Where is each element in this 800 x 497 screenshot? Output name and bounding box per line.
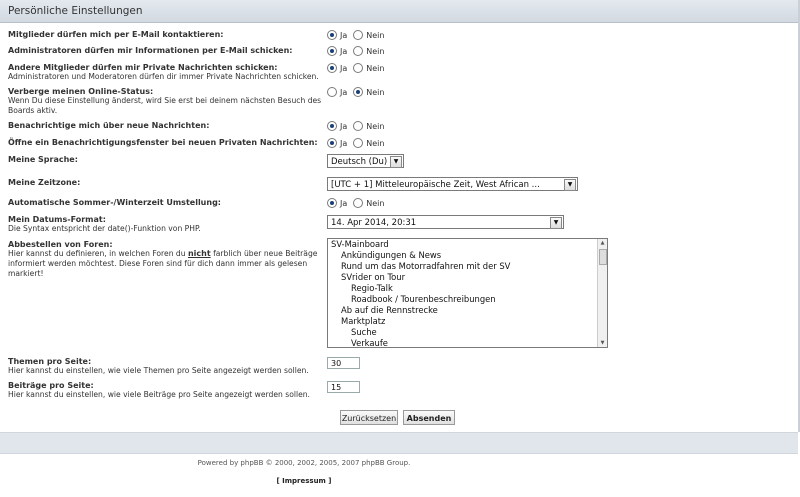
dateformat-select[interactable]	[327, 215, 564, 229]
setting-description: Wenn Du diese Einstellung änderst, wird Sie erst bei deinem nächsten Besuch des Boards aktiv.	[8, 96, 322, 115]
setting-label: Beiträge pro Seite:	[8, 381, 94, 390]
setting-description: Hier kannst du einstellen, wie viele Themen pro Seite angezeigt werden sollen.	[8, 366, 309, 375]
setting-label-block	[8, 198, 323, 207]
posts-per-page-input[interactable]: 15	[327, 381, 360, 393]
option-1-yes-radio[interactable]	[327, 46, 337, 56]
setting-label: Benachrichtige mich über neue Nachrichten:	[8, 121, 210, 130]
setting-label-block	[8, 381, 323, 400]
yes-no-group	[327, 138, 390, 148]
setting-description	[8, 249, 323, 279]
chevron-down-icon: ▼	[564, 179, 576, 191]
option-3-no-radio[interactable]	[353, 87, 363, 97]
setting-description: Die Syntax entspricht der date()-Funktion von PHP.	[8, 224, 201, 233]
yes-no-group	[327, 30, 390, 40]
dst-yes-radio[interactable]	[327, 198, 337, 208]
yes-no-group	[327, 46, 390, 56]
forums-desc-pre: Hier kannst du definieren, in welchen Foren du	[8, 249, 188, 258]
list-item[interactable]: SVrider on Tour	[341, 272, 406, 282]
chevron-down-icon: ▼	[390, 156, 402, 168]
language-value: Deutsch (Du)	[331, 157, 388, 167]
dateformat-value: 14. Apr 2014, 20:31	[331, 218, 417, 228]
option-2-no-radio[interactable]	[353, 63, 363, 73]
setting-label: Abbestellen von Foren:	[8, 240, 113, 249]
setting-label: Öffne ein Benachrichtigungsfenster bei neuen Privaten Nachrichten:	[8, 138, 318, 147]
yes-label: Ja	[340, 198, 348, 208]
setting-label: Mein Datums-Format:	[8, 215, 106, 224]
option-1-no-radio[interactable]	[353, 46, 363, 56]
no-label: Nein	[366, 138, 385, 148]
list-item[interactable]: Roadbook / Tourenbeschreibungen	[351, 294, 496, 304]
option-5-no-radio[interactable]	[353, 138, 363, 148]
setting-description: Hier kannst du einstellen, wie viele Beiträge pro Seite angezeigt werden sollen.	[8, 390, 310, 399]
list-item[interactable]: Marktplatz	[341, 316, 386, 326]
no-label: Nein	[366, 30, 385, 40]
setting-label-block	[8, 240, 323, 279]
setting-label: Verberge meinen Online-Status:	[8, 87, 154, 96]
reset-button[interactable]: Zurücksetzen	[340, 410, 398, 425]
setting-label-block	[8, 138, 323, 147]
list-item[interactable]: Ankündigungen & News	[341, 250, 442, 260]
no-label: Nein	[366, 63, 385, 73]
option-3-yes-radio[interactable]	[327, 87, 337, 97]
setting-label: Meine Sprache:	[8, 155, 78, 164]
yes-no-group	[327, 198, 390, 208]
setting-label: Administratoren dürfen mir Informationen per E-Mail schicken:	[8, 46, 293, 55]
yes-label: Ja	[340, 121, 348, 131]
setting-label: Automatische Sommer-/Winterzeit Umstellung:	[8, 198, 221, 207]
setting-label: Themen pro Seite:	[8, 357, 92, 366]
setting-label-block	[8, 357, 323, 376]
yes-label: Ja	[340, 46, 348, 56]
impressum-link[interactable]: [ Impressum ]	[276, 477, 332, 485]
setting-label-block	[8, 215, 323, 234]
topics-per-page-input[interactable]: 30	[327, 357, 360, 369]
scroll-up-icon[interactable]: ▲	[600, 240, 605, 246]
timezone-value: [UTC + 1] Mitteleuropäische Zeit, West African ...	[331, 180, 540, 190]
page-title: Persönliche Einstellungen	[0, 0, 798, 23]
setting-label: Andere Mitglieder dürfen mir Private Nachrichten schicken:	[8, 63, 278, 72]
option-0-no-radio[interactable]	[353, 30, 363, 40]
forums-desc-post: farblich über neue Beiträge informiert werden möchtest. Diese Foren sind für dich dann immer als gelesen markiert!	[8, 249, 318, 278]
no-label: Nein	[366, 46, 385, 56]
yes-label: Ja	[340, 63, 348, 73]
option-5-yes-radio[interactable]	[327, 138, 337, 148]
list-item[interactable]: Rund um das Motorradfahren mit der SV	[341, 261, 511, 271]
yes-no-group	[327, 63, 390, 73]
list-item[interactable]: Suche	[351, 327, 377, 337]
footer-band	[0, 432, 798, 454]
setting-label-block	[8, 178, 323, 187]
forums-desc-bold: nicht	[187, 249, 211, 258]
setting-description: Administratoren und Moderatoren dürfen dir immer Private Nachrichten schicken.	[8, 72, 319, 81]
impressum-wrap	[0, 477, 608, 485]
setting-label-block	[8, 121, 323, 130]
yes-label: Ja	[340, 30, 348, 40]
scroll-down-icon[interactable]: ▼	[600, 340, 605, 346]
option-0-yes-radio[interactable]	[327, 30, 337, 40]
setting-label-block	[8, 30, 323, 39]
setting-label-block	[8, 63, 323, 82]
forums-listbox[interactable]	[327, 238, 608, 348]
yes-label: Ja	[340, 87, 348, 97]
setting-label-block	[8, 46, 323, 55]
yes-no-group	[327, 121, 390, 131]
language-select[interactable]	[327, 154, 404, 168]
list-item[interactable]: SV-Mainboard	[331, 239, 389, 249]
list-item[interactable]: Ab auf die Rennstrecke	[341, 305, 438, 315]
setting-label-block	[8, 155, 323, 164]
powered-by-text: Powered by phpBB © 2000, 2002, 2005, 2007 phpBB Group.	[197, 459, 411, 467]
setting-label: Meine Zeitzone:	[8, 178, 81, 187]
no-label: Nein	[366, 121, 385, 131]
option-2-yes-radio[interactable]	[327, 63, 337, 73]
listbox-scrollbar[interactable]	[597, 239, 607, 347]
yes-no-group	[327, 87, 390, 97]
dst-no-radio[interactable]	[353, 198, 363, 208]
option-4-no-radio[interactable]	[353, 121, 363, 131]
scroll-thumb[interactable]	[599, 249, 607, 265]
list-item[interactable]: Verkaufe	[351, 338, 388, 348]
timezone-select[interactable]	[327, 177, 578, 191]
list-item[interactable]: Regio-Talk	[351, 283, 393, 293]
option-4-yes-radio[interactable]	[327, 121, 337, 131]
submit-button[interactable]: Absenden	[403, 410, 455, 425]
no-label: Nein	[366, 198, 385, 208]
yes-label: Ja	[340, 138, 348, 148]
setting-label-block	[8, 87, 323, 116]
no-label: Nein	[366, 87, 385, 97]
chevron-down-icon: ▼	[550, 217, 562, 229]
setting-label: Mitglieder dürfen mich per E-Mail kontaktieren:	[8, 30, 224, 39]
